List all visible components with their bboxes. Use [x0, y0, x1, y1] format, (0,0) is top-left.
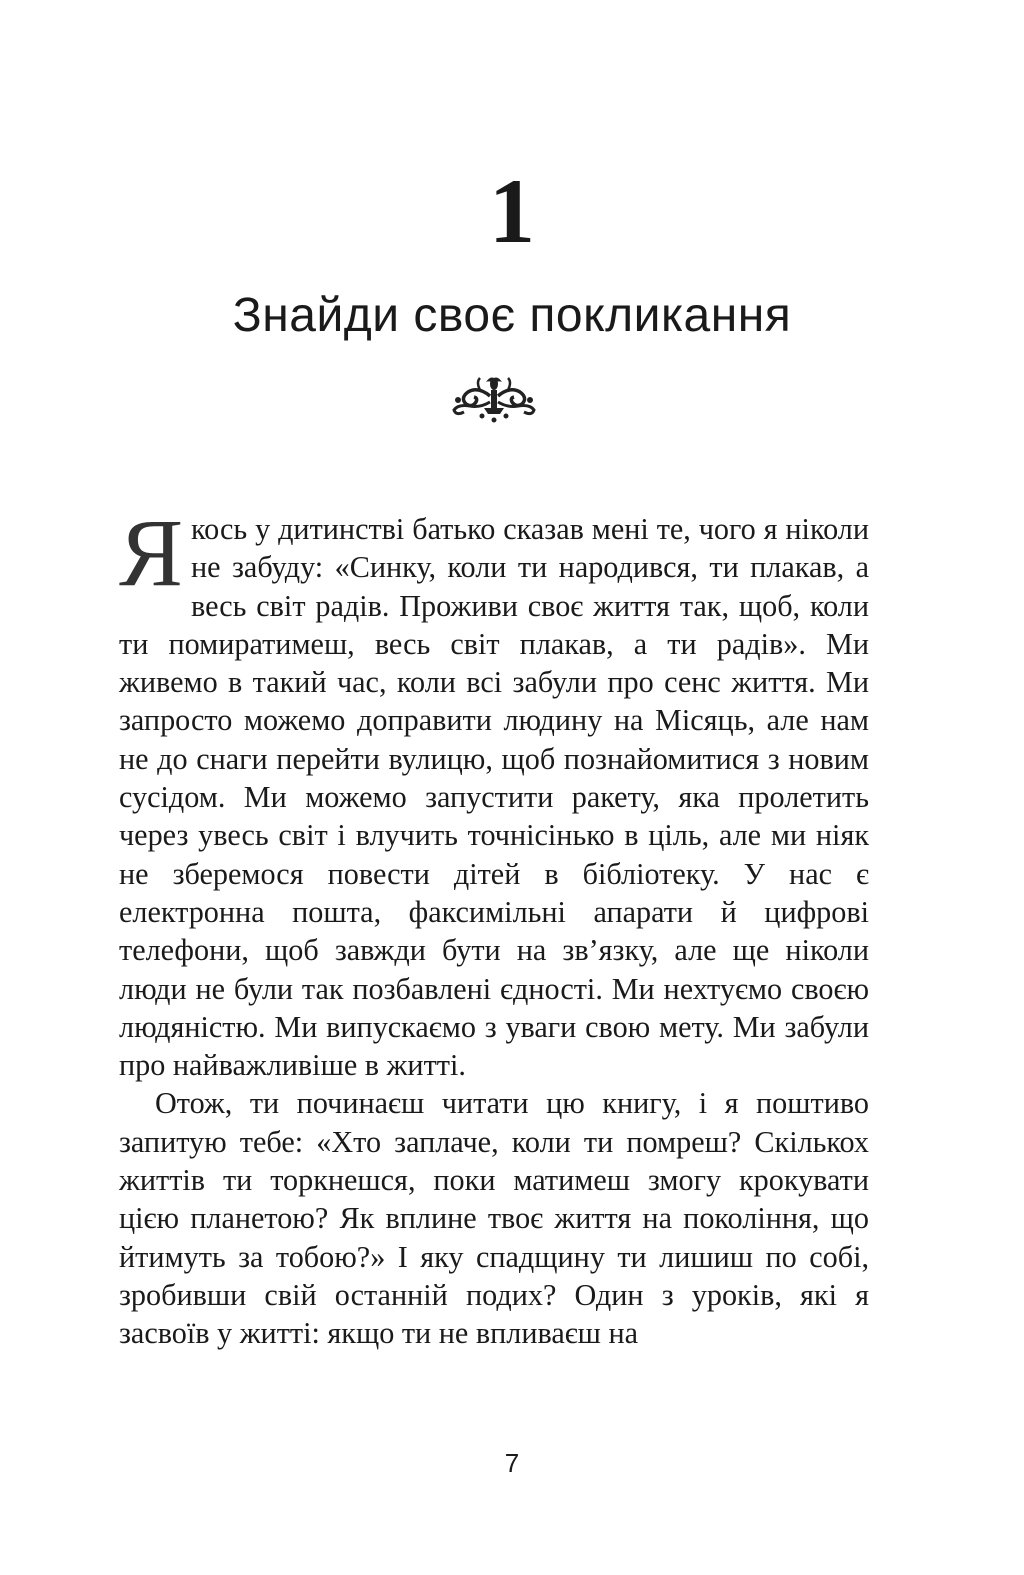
- paragraph: Отож, ти починаєш читати цю книгу, і я поштиво запитую тебе: «Хто заплаче, коли ти помреш? Скількох життів ти торкнешся, поки матимеш змогу крокувати цією планетою? Як вплине твоє життя на покоління, що йтимуть за тобою?» І яку спадщину ти лишиш по собі, зробивши свій останній подих? Один з уроків, які я засвоїв у житті: якщо ти не впливаєш на: [119, 1086, 869, 1351]
- chapter-number: 1: [489, 160, 535, 262]
- dropcap: Я: [119, 499, 184, 606]
- paragraph-text: кось у дитинстві батько сказав мені те, чого я ніколи не забуду: «Синку, коли ти народився, ти плакав, а весь світ радів. Проживи своє життя так, щоб, коли ти помиратимеш, весь світ плакав, а ти радів». Ми живемо в такий час, коли всі забули про сенс життя. Ми запросто можемо доправити людину на Місяць, але нам не до снаги перейти вулицю, щоб познайомитися з новим сусідом. Ми можемо запустити ракету, яка пролетить через увесь світ і влучить точнісінько в ціль, але ми ніяк не зберемося повести дітей в бібліотеку. У нас є електронна пошта, факсимільні апарати й цифрові телефони, щоб завжди бути на зв’язку, але ще ніколи люди не були так позбавлені єдності. Ми нехтуємо своєю людяністю. Ми випускаємо з уваги свою мету. Ми забули про найважливіше в житті.: [119, 512, 869, 1083]
- body-text: [119, 499, 869, 1353]
- paragraph: [119, 499, 869, 1084]
- page-number: 7: [504, 1448, 520, 1478]
- chapter-title: Знайди своє покликання: [232, 289, 792, 342]
- floral-ornament-icon: [450, 372, 538, 426]
